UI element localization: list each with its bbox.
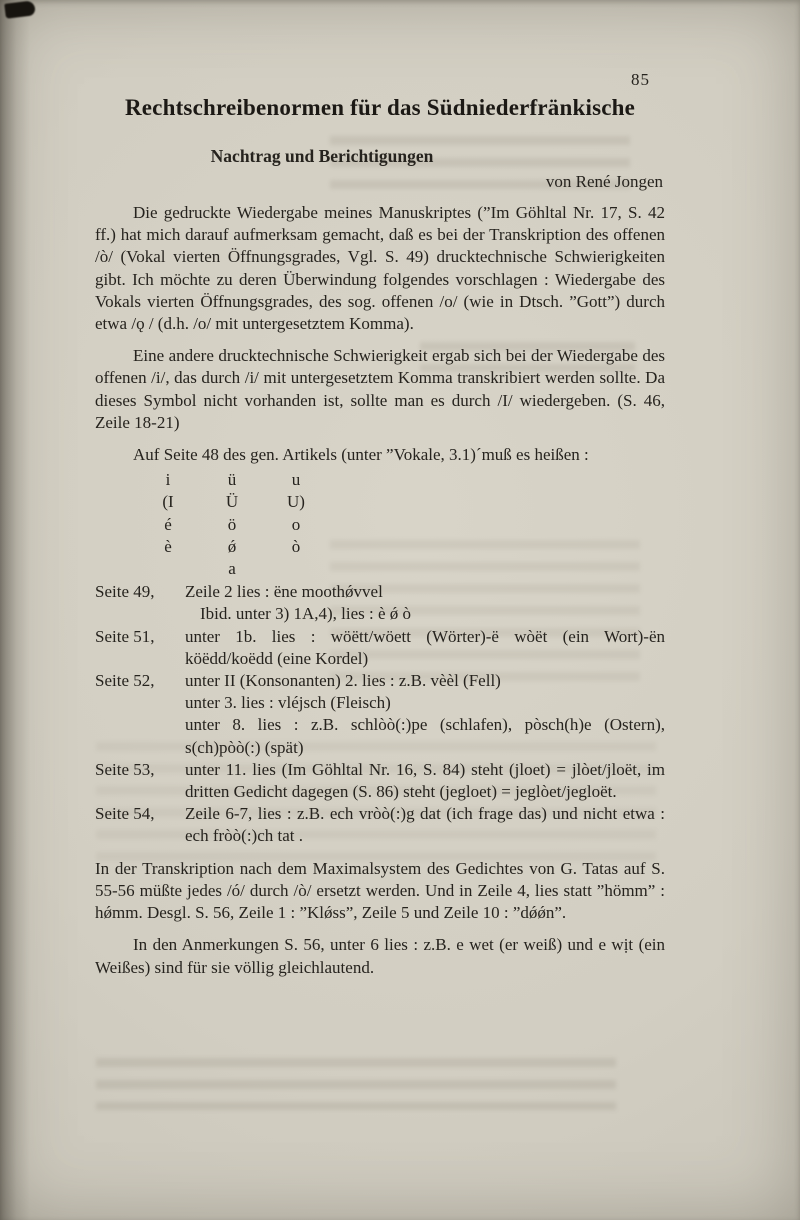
corrections-list — [95, 581, 665, 847]
vowel-cell — [136, 558, 200, 580]
vowel-cell: o — [291, 514, 301, 534]
vowel-cell: i — [165, 470, 171, 490]
vowel-cell: ü — [227, 470, 237, 490]
correction-line: Zeile 6-7, lies : z.B. ech vròò(:)g dat (ich frage das) und nicht etwa : ech fròò(:)ch tat . — [185, 804, 665, 846]
page-number: 85 — [631, 70, 650, 89]
paragraph: Die gedruckte Wiedergabe meines Manuskriptes (”Im Göhltal Nr. 17, S. 42 ff.) hat mich darauf aufmerksam gemacht, daß es bei der Transkription des offenen /ò/ (Vokal vierten Öffnungsgrades, Vgl. S. 49) drucktechnische Schwierigkeiten gibt. Ich möchte zu deren Überwindung folgendes vorschlagen : Wiedergabe des Vokals vierten Öffnungsgrades, des sog. offenen /o/ (wie in Dtsch. ”Gott”) durch etwa /ǫ / (d.h. /o/ mit untergesetztem Komma). — [95, 203, 665, 334]
vowel-cell: ǿ — [227, 536, 237, 556]
correction-entry — [95, 670, 665, 759]
vowel-cell: ò — [291, 536, 301, 556]
article-title: Rechtschreibenormen für das Südniederfränkische — [124, 95, 636, 120]
correction-content — [185, 803, 665, 847]
vowel-table-row — [136, 469, 665, 491]
correction-content — [185, 581, 665, 625]
correction-entry — [95, 759, 665, 803]
correction-line: unter 8. lies : z.B. schlòò(:)pe (schlafen), pòsch(h)e (Ostern), s(ch)pòò(:) (spät) — [185, 715, 665, 757]
paragraph: Auf Seite 48 des gen. Artikels (unter ”Vokale, 3.1)´muß es heißen : — [133, 445, 589, 465]
vowel-cell: u — [291, 470, 301, 490]
correction-line: unter 11. lies (Im Göhltal Nr. 16, S. 84) steht (jloet) = jlòet/jloët, im dritten Gedicht dagegen (S. 86) steht (jegloet) = jeglòet/jegloët. — [185, 759, 665, 802]
correction-line: unter 3. lies : vléjsch (Fleisch) — [185, 693, 391, 713]
section-heading: Nachtrag und Berichtigungen — [210, 146, 434, 166]
vowel-table-row — [136, 491, 665, 513]
correction-line: unter II (Konsonanten) 2. lies : z.B. vèèl (Fell) — [185, 671, 501, 691]
correction-page-ref: Seite 53, — [95, 759, 155, 779]
vowel-cell: (I — [162, 492, 174, 512]
correction-content — [185, 759, 665, 803]
correction-page-ref: Seite 54, — [95, 804, 155, 824]
bleed-through-artifact — [96, 1058, 616, 1110]
vowel-cell: U) — [287, 492, 305, 512]
vowel-table — [136, 469, 665, 580]
vowel-cell: Ü — [225, 492, 239, 512]
paragraph: Eine andere drucktechnische Schwierigkeit ergab sich bei der Wiedergabe des offenen /i/, das durch /i/ mit untergesetztem Komma transkribiert werden sollte. Da dieses Symbol nicht vorhanden ist, sollte man es durch /I/ wiedergeben. (S. 46, Zeile 18-21) — [95, 346, 665, 432]
correction-page-ref: Seite 51, — [95, 626, 155, 646]
correction-entry — [95, 803, 665, 847]
correction-line: unter 1b. lies : wöëtt/wöett (Wörter)-ë wòët (ein Wort)-ën köëdd/koëdd (eine Kordel) — [185, 626, 665, 668]
correction-line: Zeile 2 lies : ëne moothǿvvel — [185, 582, 383, 602]
correction-page-ref: Seite 49, — [95, 582, 155, 602]
paragraph: In der Transkription nach dem Maximalsystem des Gedichtes von G. Tatas auf S. 55-56 müßte jedes /ó/ durch /ò/ ersetzt werden. Und in Zeile 4, lies statt ”hömm” : hǿmm. Desgl. S. 56, Zeile 1 : ”Klǿss”, Zeile 5 und Zeile 10 : ”dǿǿn”. — [95, 858, 665, 923]
page-content — [95, 60, 665, 979]
correction-entry — [95, 581, 665, 625]
correction-line: Ibid. unter 3) 1A,4), lies : è ǿ ò — [200, 604, 412, 624]
vowel-cell: é — [164, 514, 172, 534]
vowel-cell — [264, 558, 328, 580]
vowel-cell: è — [164, 536, 172, 556]
correction-content — [185, 670, 665, 759]
author-byline: von René Jongen — [545, 172, 663, 191]
vowel-table-row — [136, 558, 665, 580]
correction-entry — [95, 626, 665, 670]
vowel-table-row — [136, 514, 665, 536]
vowel-table-row — [136, 536, 665, 558]
vowel-cell: ö — [227, 514, 237, 534]
correction-content — [185, 626, 665, 670]
correction-page-ref: Seite 52, — [95, 671, 155, 691]
scan-artifact-corner — [4, 0, 36, 19]
paragraph: In den Anmerkungen S. 56, unter 6 lies : z.B. e wet (er weiß) und e wịt (ein Weißes) sind für sie völlig gleichlautend. — [95, 935, 665, 977]
vowel-cell: a — [228, 559, 236, 579]
